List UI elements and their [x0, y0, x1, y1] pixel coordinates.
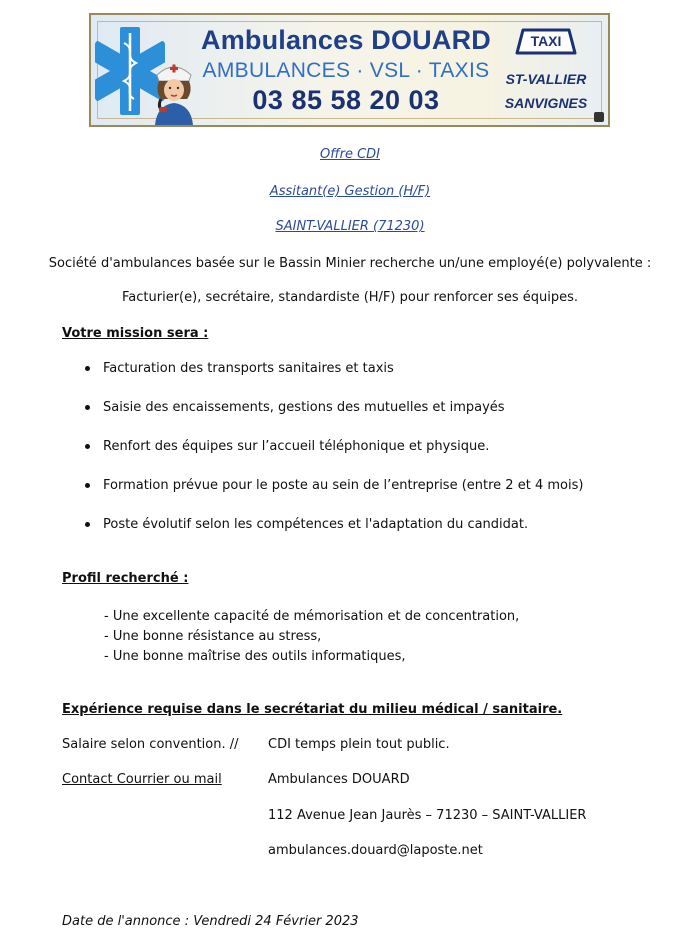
intro-line-2: Facturier(e), secrétaire, standardiste (H/F) pour renforcer ses équipes. [122, 290, 578, 305]
banner-city-sanvignes: SANVIGNES [504, 95, 588, 111]
salary-info: Salaire selon convention. // [62, 737, 239, 752]
contract-info: CDI temps plein tout public. [268, 737, 450, 752]
list-item [83, 477, 663, 516]
location-heading: SAINT-VALLIER (71230) [275, 219, 425, 234]
profile-list [104, 607, 664, 667]
company-banner [89, 13, 610, 127]
profile-item: - Une bonne maîtrise des outils informatiques, [104, 649, 406, 664]
profile-item: - Une excellente capacité de mémorisation et de concentration, [104, 609, 520, 624]
mission-item-text: Facturation des transports sanitaires et taxis [103, 361, 394, 376]
position-heading: Assitant(e) Gestion (H/F) [269, 184, 431, 199]
taxi-sign-label: TAXI [530, 33, 562, 49]
bullet-icon [85, 483, 90, 488]
list-item [83, 360, 663, 399]
banner-company-name: Ambulances DOUARD [201, 25, 491, 55]
announcement-date: Date de l'annonce : Vendredi 24 Février 2023 [62, 914, 359, 929]
mission-section-title: Votre mission sera : [62, 326, 209, 341]
profile-item: - Une bonne résistance au stress, [104, 629, 322, 644]
mission-item-text: Poste évolutif selon les compétences et l'adaptation du candidat. [103, 517, 529, 532]
mission-item-text: Renfort des équipes sur l’accueil téléphonique et physique. [103, 439, 490, 454]
contact-email: ambulances.douard@laposte.net [268, 843, 483, 858]
list-item [83, 438, 663, 477]
banner-city-st-vallier: ST-VALLIER [505, 71, 587, 87]
contact-label: Contact Courrier ou mail [62, 772, 222, 787]
taxi-sign-icon [511, 27, 581, 55]
bullet-icon [85, 444, 90, 449]
mission-item-text: Saisie des encaissements, gestions des mutuelles et impayés [103, 400, 505, 415]
profile-section-title: Profil recherché : [62, 571, 189, 586]
contact-company: Ambulances DOUARD [268, 772, 410, 787]
offer-type-heading: Offre CDI [319, 147, 380, 162]
mission-item-text: Formation prévue pour le poste au sein de l’entreprise (entre 2 et 4 mois) [103, 478, 584, 493]
banner-phone-number: 03 85 58 20 03 [252, 85, 440, 115]
bullet-icon [85, 366, 90, 371]
experience-requirement: Expérience requise dans le secrétariat du milieu médical / sanitaire. [62, 702, 563, 717]
bullet-icon [85, 522, 90, 527]
list-item [83, 399, 663, 438]
banner-services: AMBULANCES · VSL · TAXIS [202, 59, 490, 82]
intro-line-1: Société d'ambulances basée sur le Bassin Minier recherche un/une employé(e) polyvalente : [48, 256, 652, 271]
contact-address: 112 Avenue Jean Jaurès – 71230 – SAINT-VALLIER [268, 808, 587, 823]
list-item [83, 516, 663, 555]
mission-list [83, 360, 663, 555]
bullet-icon [85, 405, 90, 410]
corner-badge-icon [594, 112, 604, 122]
